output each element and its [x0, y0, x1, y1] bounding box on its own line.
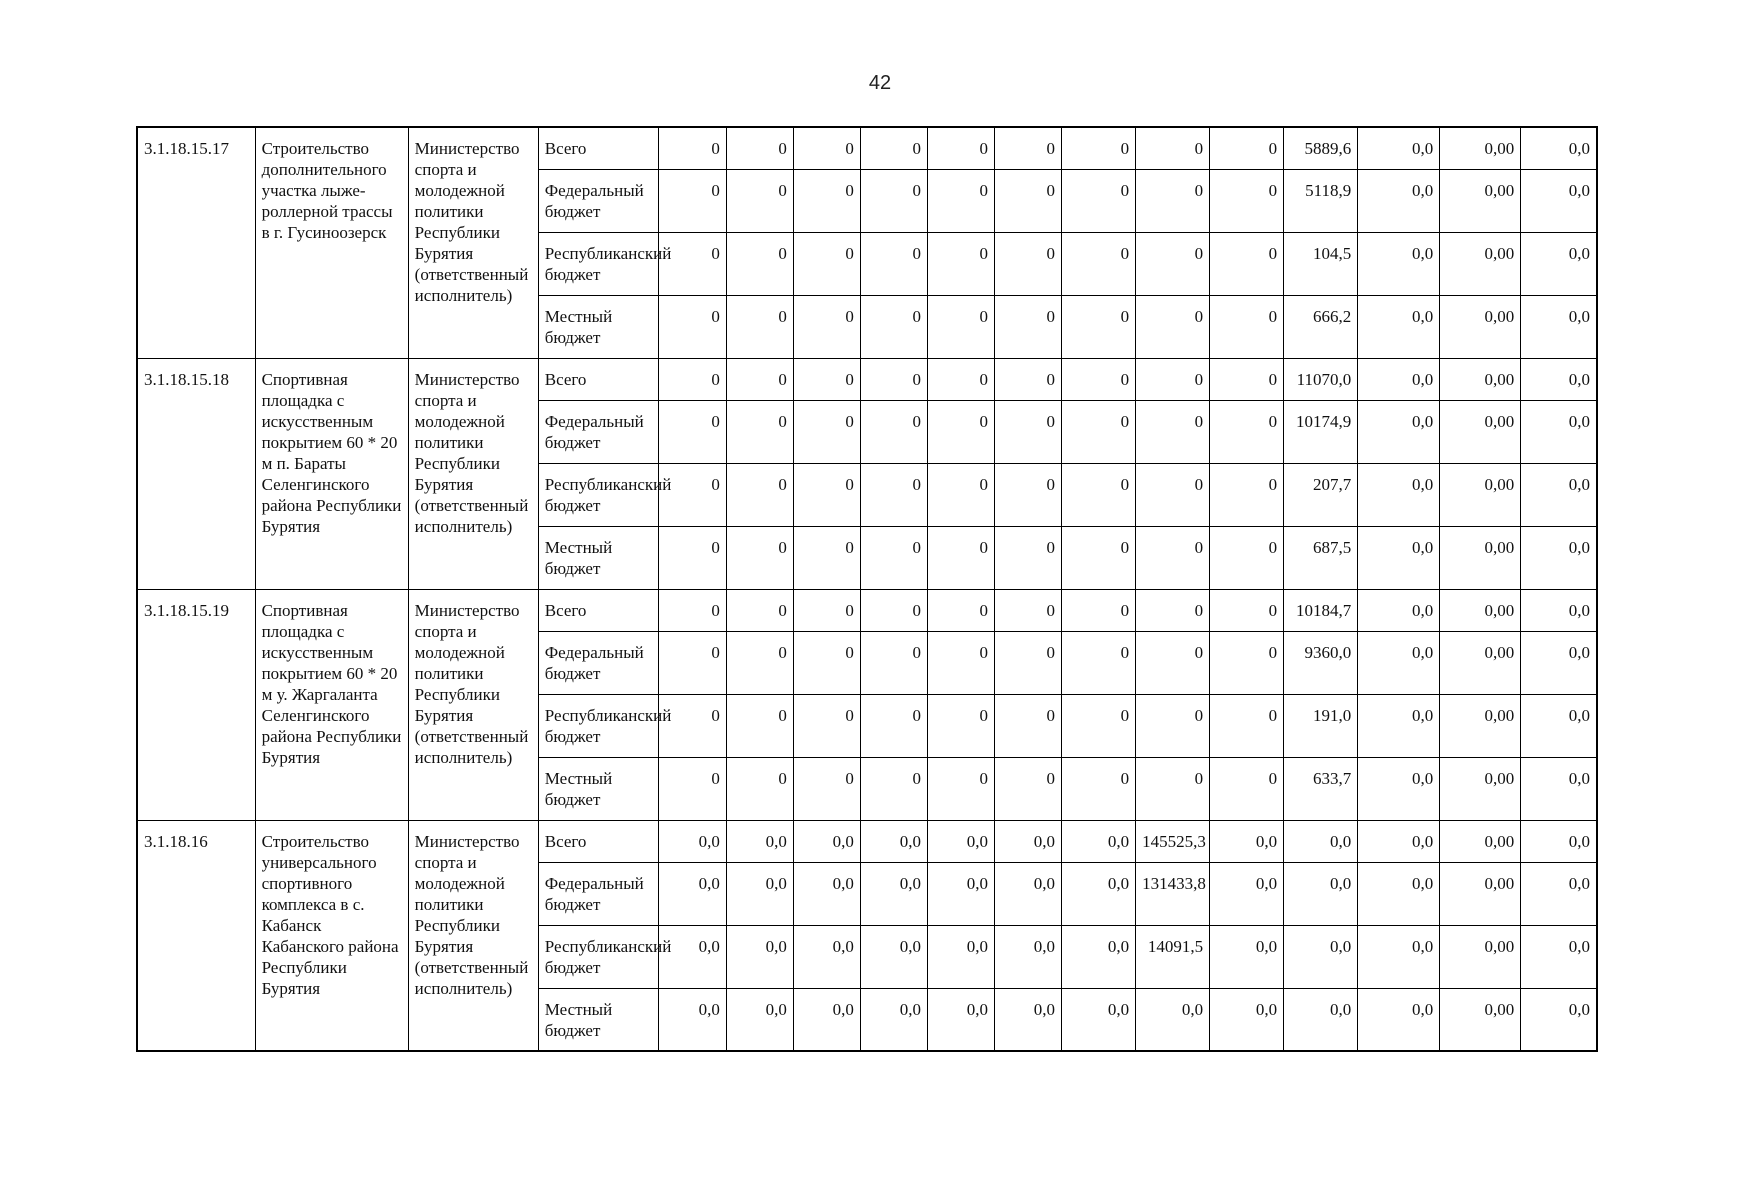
amount-cell: 10184,7: [1284, 589, 1358, 631]
amount-cell: 0: [994, 400, 1061, 463]
funding-source: Всего: [538, 820, 658, 862]
amount-cell: 0: [860, 631, 927, 694]
amount-cell: 0: [1062, 127, 1136, 169]
amount-cell: 0: [658, 358, 726, 400]
amount-cell: 0,00: [1440, 988, 1521, 1051]
amount-cell: 0,0: [1358, 526, 1440, 589]
amount-cell: 0,00: [1440, 925, 1521, 988]
amount-cell: 0: [1210, 757, 1284, 820]
amount-cell: 0: [994, 232, 1061, 295]
amount-cell: 0: [1062, 358, 1136, 400]
amount-cell: 0,0: [1521, 925, 1597, 988]
amount-cell: 0,0: [1521, 169, 1597, 232]
amount-cell: 0,0: [1521, 694, 1597, 757]
amount-cell: 0,0: [726, 862, 793, 925]
amount-cell: 0,0: [1521, 400, 1597, 463]
amount-cell: 0,00: [1440, 400, 1521, 463]
amount-cell: 0,0: [927, 988, 994, 1051]
amount-cell: 10174,9: [1284, 400, 1358, 463]
amount-cell: 0: [1136, 400, 1210, 463]
amount-cell: 0,0: [1358, 631, 1440, 694]
amount-cell: 0: [658, 631, 726, 694]
amount-cell: 0,0: [658, 820, 726, 862]
amount-cell: 0: [994, 169, 1061, 232]
amount-cell: 0,0: [1284, 862, 1358, 925]
amount-cell: 0: [927, 169, 994, 232]
amount-cell: 0: [927, 589, 994, 631]
amount-cell: 0,0: [1521, 526, 1597, 589]
amount-cell: 0,0: [793, 925, 860, 988]
amount-cell: 0: [994, 127, 1061, 169]
amount-cell: 0: [1062, 757, 1136, 820]
amount-cell: 0: [1136, 463, 1210, 526]
amount-cell: 0,0: [1210, 988, 1284, 1051]
funding-source: Местный бюджет: [538, 295, 658, 358]
amount-cell: 0,0: [927, 862, 994, 925]
amount-cell: 0: [726, 694, 793, 757]
table-body: [137, 127, 1597, 1051]
amount-cell: 0: [1210, 358, 1284, 400]
funding-source: Республиканский бюджет: [538, 925, 658, 988]
amount-cell: 0: [927, 526, 994, 589]
amount-cell: 0: [1210, 232, 1284, 295]
item-code: 3.1.18.16: [137, 820, 255, 1051]
amount-cell: 0: [726, 127, 793, 169]
amount-cell: 0,0: [860, 988, 927, 1051]
amount-cell: 0: [1136, 358, 1210, 400]
amount-cell: 0: [1136, 232, 1210, 295]
item-executor: Министерство спорта и молодежной политики Республики Бурятия (ответственный исполнитель): [408, 358, 538, 589]
amount-cell: 0,0: [1062, 925, 1136, 988]
amount-cell: 0: [927, 295, 994, 358]
amount-cell: 0: [994, 463, 1061, 526]
funding-source: Местный бюджет: [538, 757, 658, 820]
amount-cell: 0,0: [1210, 862, 1284, 925]
amount-cell: 0: [1062, 400, 1136, 463]
amount-cell: 207,7: [1284, 463, 1358, 526]
amount-cell: 0: [1062, 631, 1136, 694]
funding-source: Всего: [538, 127, 658, 169]
amount-cell: 0: [658, 463, 726, 526]
amount-cell: 0,0: [1521, 589, 1597, 631]
item-code: 3.1.18.15.19: [137, 589, 255, 820]
amount-cell: 0: [1136, 694, 1210, 757]
funding-source: Федеральный бюджет: [538, 400, 658, 463]
amount-cell: 0: [1136, 295, 1210, 358]
amount-cell: 0,00: [1440, 358, 1521, 400]
amount-cell: 0: [793, 631, 860, 694]
amount-cell: 0: [793, 757, 860, 820]
amount-cell: 0,00: [1440, 127, 1521, 169]
amount-cell: 0: [860, 295, 927, 358]
amount-cell: 0,0: [1358, 925, 1440, 988]
amount-cell: 0: [994, 757, 1061, 820]
funding-source: Всего: [538, 589, 658, 631]
item-code: 3.1.18.15.18: [137, 358, 255, 589]
amount-cell: 0,0: [658, 925, 726, 988]
amount-cell: 0,0: [1358, 694, 1440, 757]
amount-cell: 687,5: [1284, 526, 1358, 589]
amount-cell: 0,0: [1358, 127, 1440, 169]
amount-cell: 0,00: [1440, 463, 1521, 526]
amount-cell: 0,0: [1210, 820, 1284, 862]
amount-cell: 0: [860, 694, 927, 757]
item-executor: Министерство спорта и молодежной политики Республики Бурятия (ответственный исполнитель): [408, 820, 538, 1051]
amount-cell: 0,0: [1358, 463, 1440, 526]
amount-cell: 0,0: [860, 862, 927, 925]
item-executor: Министерство спорта и молодежной политики Республики Бурятия (ответственный исполнитель): [408, 589, 538, 820]
amount-cell: 0: [1062, 232, 1136, 295]
amount-cell: 0: [726, 526, 793, 589]
amount-cell: 0: [927, 757, 994, 820]
amount-cell: 0: [1210, 589, 1284, 631]
amount-cell: 633,7: [1284, 757, 1358, 820]
amount-cell: 0,0: [793, 988, 860, 1051]
amount-cell: 0,0: [1284, 820, 1358, 862]
amount-cell: 145525,3: [1136, 820, 1210, 862]
amount-cell: 0,0: [1358, 400, 1440, 463]
table-row: [137, 589, 1597, 631]
amount-cell: 131433,8: [1136, 862, 1210, 925]
amount-cell: 0: [927, 232, 994, 295]
item-name: Спортивная площадка с искусственным покрытием 60 * 20 м п. Бараты Селенгинского района Республики Бурятия: [255, 358, 408, 589]
amount-cell: 0: [860, 358, 927, 400]
amount-cell: 0,0: [1521, 631, 1597, 694]
amount-cell: 0: [658, 169, 726, 232]
amount-cell: 0,0: [1358, 589, 1440, 631]
table-row: [137, 127, 1597, 169]
amount-cell: 0,00: [1440, 589, 1521, 631]
amount-cell: 0,0: [726, 925, 793, 988]
amount-cell: 0,00: [1440, 820, 1521, 862]
funding-source: Всего: [538, 358, 658, 400]
amount-cell: 0: [793, 526, 860, 589]
amount-cell: 0: [1210, 694, 1284, 757]
amount-cell: 0,0: [1358, 232, 1440, 295]
budget-table: [136, 126, 1598, 1052]
amount-cell: 0,0: [1358, 820, 1440, 862]
amount-cell: 0,0: [1358, 757, 1440, 820]
amount-cell: 9360,0: [1284, 631, 1358, 694]
amount-cell: 0: [1210, 631, 1284, 694]
amount-cell: 0: [1210, 526, 1284, 589]
amount-cell: 104,5: [1284, 232, 1358, 295]
amount-cell: 0,0: [1521, 358, 1597, 400]
amount-cell: 0,0: [793, 862, 860, 925]
amount-cell: 0,0: [927, 925, 994, 988]
amount-cell: 0: [1210, 127, 1284, 169]
amount-cell: 0: [1062, 694, 1136, 757]
amount-cell: 0: [927, 127, 994, 169]
amount-cell: 0,0: [1062, 988, 1136, 1051]
amount-cell: 0,00: [1440, 694, 1521, 757]
amount-cell: 0: [994, 526, 1061, 589]
amount-cell: 0,00: [1440, 232, 1521, 295]
amount-cell: 0: [927, 463, 994, 526]
amount-cell: 0: [1062, 169, 1136, 232]
amount-cell: 0,0: [1358, 862, 1440, 925]
amount-cell: 0: [793, 295, 860, 358]
amount-cell: 0: [1136, 169, 1210, 232]
amount-cell: 0: [927, 358, 994, 400]
amount-cell: 0: [994, 694, 1061, 757]
amount-cell: 0: [860, 400, 927, 463]
amount-cell: 0,0: [1358, 988, 1440, 1051]
amount-cell: 0,0: [927, 820, 994, 862]
amount-cell: 0: [1136, 526, 1210, 589]
amount-cell: 0: [1062, 589, 1136, 631]
funding-source: Федеральный бюджет: [538, 862, 658, 925]
amount-cell: 0,0: [1284, 925, 1358, 988]
amount-cell: 0: [793, 232, 860, 295]
amount-cell: 0,0: [1358, 358, 1440, 400]
amount-cell: 0,0: [860, 820, 927, 862]
amount-cell: 0,0: [994, 862, 1061, 925]
item-executor: Министерство спорта и молодежной политики Республики Бурятия (ответственный исполнитель): [408, 127, 538, 358]
amount-cell: 0: [1210, 169, 1284, 232]
amount-cell: 0,00: [1440, 169, 1521, 232]
amount-cell: 0: [1210, 463, 1284, 526]
amount-cell: 0: [726, 232, 793, 295]
table-row: [137, 358, 1597, 400]
funding-source: Федеральный бюджет: [538, 631, 658, 694]
amount-cell: 0: [1136, 589, 1210, 631]
amount-cell: 0: [658, 127, 726, 169]
amount-cell: 0,0: [793, 820, 860, 862]
amount-cell: 0: [1136, 127, 1210, 169]
amount-cell: 0,00: [1440, 295, 1521, 358]
amount-cell: 0,0: [1521, 988, 1597, 1051]
amount-cell: 0: [860, 463, 927, 526]
amount-cell: 0,0: [1062, 820, 1136, 862]
amount-cell: 0: [726, 358, 793, 400]
amount-cell: 0: [1210, 295, 1284, 358]
amount-cell: 5889,6: [1284, 127, 1358, 169]
amount-cell: 191,0: [1284, 694, 1358, 757]
funding-source: Республиканский бюджет: [538, 463, 658, 526]
amount-cell: 0: [994, 631, 1061, 694]
amount-cell: 0: [994, 358, 1061, 400]
amount-cell: 0,0: [994, 820, 1061, 862]
amount-cell: 0,0: [994, 988, 1061, 1051]
amount-cell: 0: [793, 694, 860, 757]
amount-cell: 0: [658, 694, 726, 757]
amount-cell: 0: [658, 232, 726, 295]
amount-cell: 666,2: [1284, 295, 1358, 358]
amount-cell: 0,0: [658, 988, 726, 1051]
amount-cell: 0,0: [860, 925, 927, 988]
amount-cell: 0: [793, 589, 860, 631]
amount-cell: 0: [726, 463, 793, 526]
amount-cell: 0: [658, 757, 726, 820]
amount-cell: 0,00: [1440, 631, 1521, 694]
amount-cell: 0: [860, 589, 927, 631]
amount-cell: 0,0: [1521, 757, 1597, 820]
amount-cell: 0,0: [658, 862, 726, 925]
amount-cell: 0: [927, 631, 994, 694]
funding-source: Федеральный бюджет: [538, 169, 658, 232]
amount-cell: 0: [1210, 400, 1284, 463]
amount-cell: 0: [1062, 463, 1136, 526]
amount-cell: 0: [927, 694, 994, 757]
amount-cell: 0,0: [1062, 862, 1136, 925]
amount-cell: 0: [726, 589, 793, 631]
amount-cell: 5118,9: [1284, 169, 1358, 232]
amount-cell: 0,0: [1521, 295, 1597, 358]
amount-cell: 0: [793, 400, 860, 463]
amount-cell: 0,0: [1521, 127, 1597, 169]
amount-cell: 0,0: [994, 925, 1061, 988]
amount-cell: 0,00: [1440, 757, 1521, 820]
amount-cell: 0: [860, 169, 927, 232]
amount-cell: 0: [1062, 526, 1136, 589]
amount-cell: 0,0: [1284, 988, 1358, 1051]
amount-cell: 0: [860, 526, 927, 589]
amount-cell: 0: [726, 631, 793, 694]
amount-cell: 0: [726, 169, 793, 232]
amount-cell: 0: [994, 295, 1061, 358]
funding-source: Местный бюджет: [538, 988, 658, 1051]
amount-cell: 0,0: [726, 820, 793, 862]
amount-cell: 0: [658, 295, 726, 358]
amount-cell: 0: [994, 589, 1061, 631]
amount-cell: 0: [726, 400, 793, 463]
amount-cell: 0: [793, 127, 860, 169]
amount-cell: 0: [860, 757, 927, 820]
item-name: Строительство универсального спортивного комплекса в с. Кабанск Кабанского района Республики Бурятия: [255, 820, 408, 1051]
amount-cell: 0: [1136, 757, 1210, 820]
amount-cell: 0,00: [1440, 862, 1521, 925]
amount-cell: 0,0: [1521, 232, 1597, 295]
amount-cell: 11070,0: [1284, 358, 1358, 400]
funding-source: Республиканский бюджет: [538, 232, 658, 295]
amount-cell: 0: [726, 757, 793, 820]
amount-cell: 0: [793, 463, 860, 526]
funding-source: Республиканский бюджет: [538, 694, 658, 757]
amount-cell: 0,0: [1521, 463, 1597, 526]
page-number: 42: [868, 72, 892, 94]
amount-cell: 0: [1136, 631, 1210, 694]
amount-cell: 0,0: [1358, 295, 1440, 358]
amount-cell: 0: [793, 169, 860, 232]
amount-cell: 14091,5: [1136, 925, 1210, 988]
amount-cell: 0: [860, 232, 927, 295]
amount-cell: 0,00: [1440, 526, 1521, 589]
amount-cell: 0,0: [1210, 925, 1284, 988]
item-name: Строительство дополнительного участка лыже-роллерной трассы в г. Гусиноозерск: [255, 127, 408, 358]
amount-cell: 0: [860, 127, 927, 169]
amount-cell: 0: [658, 526, 726, 589]
amount-cell: 0,0: [1358, 169, 1440, 232]
amount-cell: 0,0: [1136, 988, 1210, 1051]
amount-cell: 0: [1062, 295, 1136, 358]
amount-cell: 0,0: [1521, 862, 1597, 925]
amount-cell: 0: [793, 358, 860, 400]
amount-cell: 0: [927, 400, 994, 463]
funding-source: Местный бюджет: [538, 526, 658, 589]
item-name: Спортивная площадка с искусственным покрытием 60 * 20 м у. Жаргаланта Селенгинского района Республики Бурятия: [255, 589, 408, 820]
amount-cell: 0: [658, 400, 726, 463]
amount-cell: 0,0: [1521, 820, 1597, 862]
item-code: 3.1.18.15.17: [137, 127, 255, 358]
amount-cell: 0,0: [726, 988, 793, 1051]
amount-cell: 0: [726, 295, 793, 358]
table-row: [137, 820, 1597, 862]
amount-cell: 0: [658, 589, 726, 631]
